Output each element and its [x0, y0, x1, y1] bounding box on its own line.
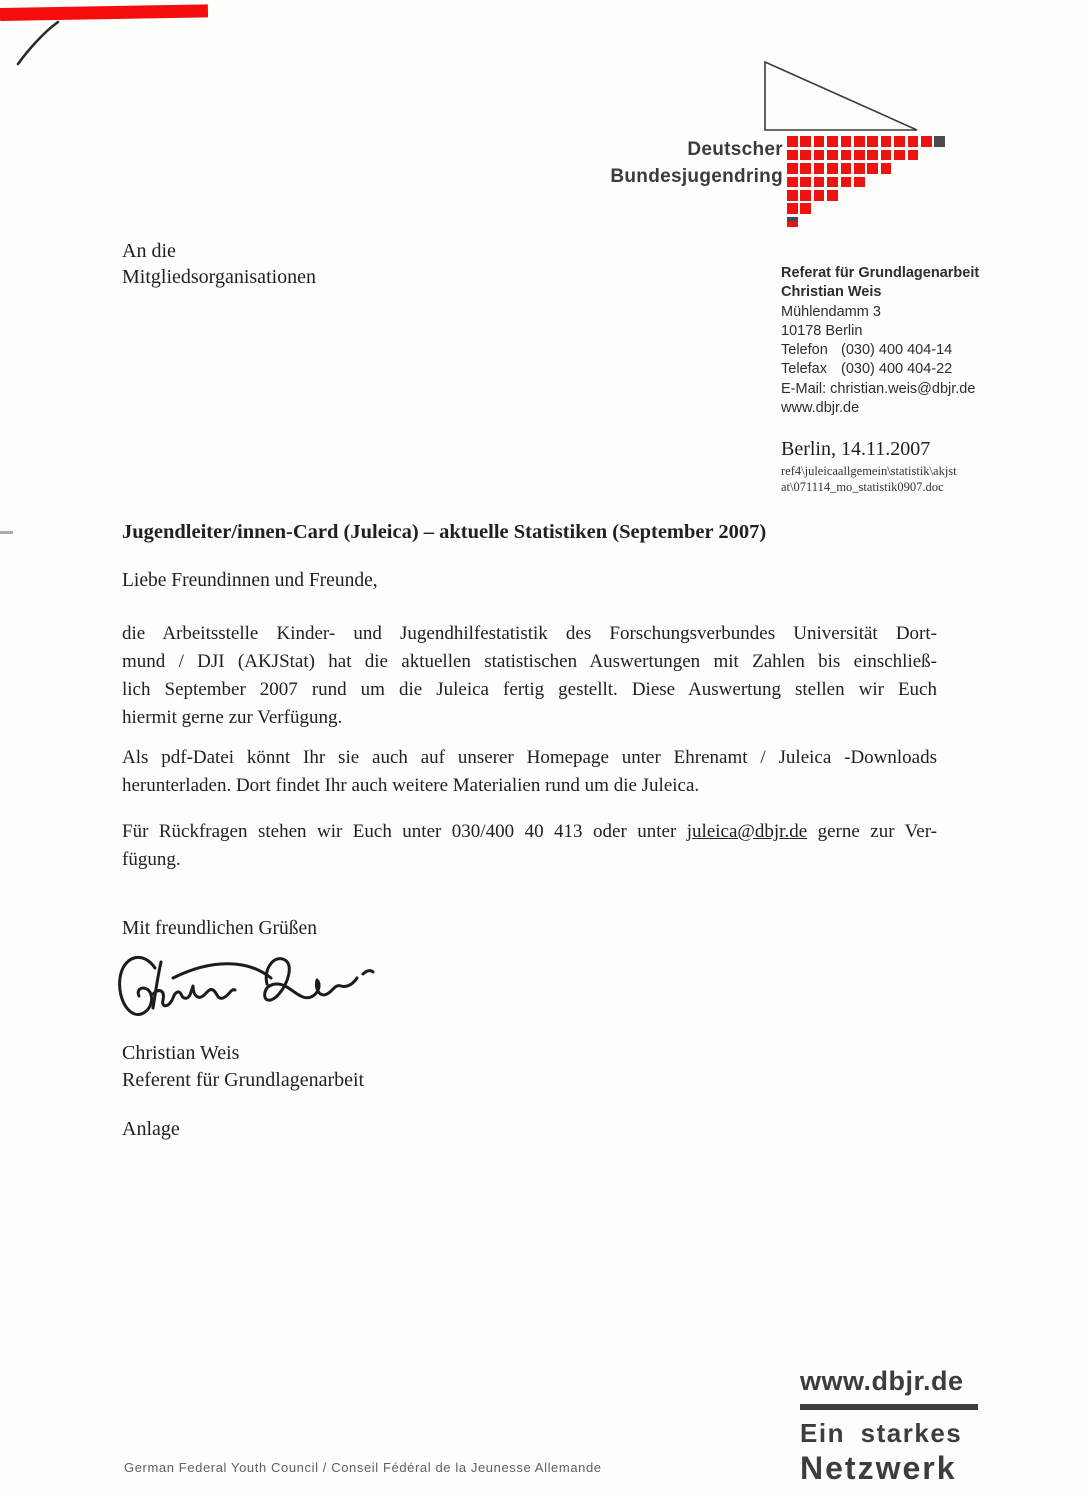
logo-square	[854, 177, 865, 188]
paragraph-3-line-2: fügung.	[122, 849, 181, 870]
brand-divider	[800, 1404, 978, 1410]
email-value: christian.weis@dbjr.de	[830, 380, 976, 397]
slogan-line-1: Ein starkes	[800, 1418, 963, 1448]
paragraph-3-pre-text: Für Rückfragen stehen wir Euch unter 030/400 40 413 oder unter	[122, 821, 687, 842]
logo-square	[827, 136, 838, 147]
logo-square	[841, 136, 852, 147]
enclosure-note: Anlage	[122, 1118, 180, 1140]
logo-square	[908, 150, 919, 161]
logo-square	[800, 190, 811, 201]
signer-title: Referent für Grundlagenarbeit	[122, 1069, 365, 1091]
file-reference-line-1: ref4\juleicaallgemein\statistik\akjst	[781, 464, 957, 478]
logo-square	[814, 177, 825, 188]
paragraph-1-line-4: hiermit gerne zur Verfügung.	[122, 707, 343, 728]
date-text: Berlin, 14.11.2007	[781, 438, 931, 460]
logo-square	[881, 136, 892, 147]
handwritten-signature	[115, 948, 385, 1040]
logo-square	[867, 163, 878, 174]
file-reference-line-2: at\071114_mo_statistik0907.doc	[781, 479, 944, 494]
logo-square	[787, 177, 798, 188]
salutation: Liebe Freundinnen und Freunde,	[122, 570, 378, 591]
international-council-name: German Federal Youth Council / Conseil Fédéral de la Jeunesse Allemande	[124, 1460, 602, 1475]
logo-square	[854, 136, 865, 147]
email-label: E-Mail:	[781, 380, 827, 397]
dateline-block	[781, 438, 957, 495]
slogan-line-2: Netzwerk	[800, 1450, 957, 1486]
closing-phrase: Mit freundlichen Grüßen	[122, 918, 317, 939]
paragraph-1	[122, 620, 937, 732]
logo-square	[800, 136, 811, 147]
signer-block	[122, 1040, 364, 1094]
logo-square	[814, 136, 825, 147]
logo-square	[787, 190, 798, 201]
logo-square	[908, 136, 919, 147]
logo-square	[827, 163, 838, 174]
pen-checkmark-stroke	[14, 18, 66, 70]
logo-square	[827, 150, 838, 161]
fax-label: Telefax	[781, 361, 827, 378]
logo-square	[894, 136, 905, 147]
subject-line: Jugendleiter/innen-Card (Juleica) – aktuelle Statistiken (September 2007)	[122, 521, 767, 543]
contact-phone-row	[781, 341, 979, 360]
contact-website: www.dbjr.de	[781, 400, 860, 417]
logo-square	[881, 150, 892, 161]
logo-square	[921, 136, 932, 147]
signer-name: Christian Weis	[122, 1042, 240, 1064]
footer-website: www.dbjr.de	[800, 1366, 964, 1396]
logo-square	[894, 150, 905, 161]
recipient-address	[122, 238, 316, 290]
contact-department: Referat für Grundlagenarbeit	[781, 265, 980, 281]
paragraph-2-line-2: herunterladen. Dort findet Ihr auch weitere Materialien rund um die Juleica.	[122, 775, 700, 796]
contact-city: 10178 Berlin	[781, 322, 863, 339]
paragraph-1-line-3: lich September 2007 rund um die Juleica fertig gestellt. Diese Auswertung stellen wir Euch	[122, 679, 937, 700]
paragraph-1-line-2: mund / DJI (AKJStat) hat die aktuellen statistischen Auswertungen mit Zahlen bis einschließ-	[122, 651, 937, 672]
logo-square	[841, 177, 852, 188]
network-brand-block	[800, 1366, 978, 1487]
logo-square	[787, 136, 798, 147]
logo-square	[867, 150, 878, 161]
logo-square	[854, 150, 865, 161]
logo-square	[787, 217, 798, 228]
logo-square	[827, 190, 838, 201]
paragraph-3	[122, 818, 937, 874]
logo-square	[814, 190, 825, 201]
contact-street: Mühlendamm 3	[781, 303, 881, 320]
logo-word-2: Bundesjugendring	[610, 166, 783, 187]
logo-square	[787, 163, 798, 174]
paragraph-3-post-text: gerne zur Ver-	[807, 821, 937, 842]
contact-name: Christian Weis	[781, 284, 882, 301]
logo-square	[841, 150, 852, 161]
logo-wordmark	[610, 136, 783, 190]
logo-square	[934, 136, 945, 147]
recipient-line-1: An die	[122, 240, 176, 262]
sender-contact-block	[781, 264, 979, 418]
recipient-line-2: Mitgliedsorganisationen	[122, 266, 317, 288]
logo-square	[881, 163, 892, 174]
logo-square	[800, 150, 811, 161]
fax-value: (030) 400 404-22	[841, 361, 953, 378]
logo-word-1: Deutscher	[687, 139, 783, 160]
logo-square	[827, 177, 838, 188]
paragraph-2	[122, 744, 937, 800]
file-reference	[781, 464, 957, 495]
phone-label: Telefon	[781, 342, 828, 359]
logo-square	[814, 150, 825, 161]
paragraph-1-line-1: die Arbeitsstelle Kinder- und Jugendhilfestatistik des Forschungsverbundes Universität Dort-	[122, 623, 937, 644]
contact-email-row	[781, 380, 979, 399]
logo-triangle-icon	[760, 56, 925, 136]
logo-square	[800, 177, 811, 188]
logo-square	[867, 136, 878, 147]
phone-value: (030) 400 404-14	[841, 342, 953, 359]
logo-square	[841, 163, 852, 174]
logo-square	[854, 163, 865, 174]
logo-squares	[787, 134, 948, 228]
paragraph-2-line-1: Als pdf-Datei könnt Ihr sie auch auf unserer Homepage unter Ehrenamt / Juleica -Downloads	[122, 747, 937, 768]
logo-square	[814, 163, 825, 174]
fold-mark	[0, 531, 13, 534]
logo-square	[800, 163, 811, 174]
logo-square	[787, 203, 798, 214]
juleica-email-link: juleica@dbjr.de	[686, 821, 808, 842]
contact-fax-row	[781, 360, 979, 379]
logo-square	[787, 150, 798, 161]
paragraph-3-line-1	[122, 818, 937, 846]
logo-square	[800, 203, 811, 214]
